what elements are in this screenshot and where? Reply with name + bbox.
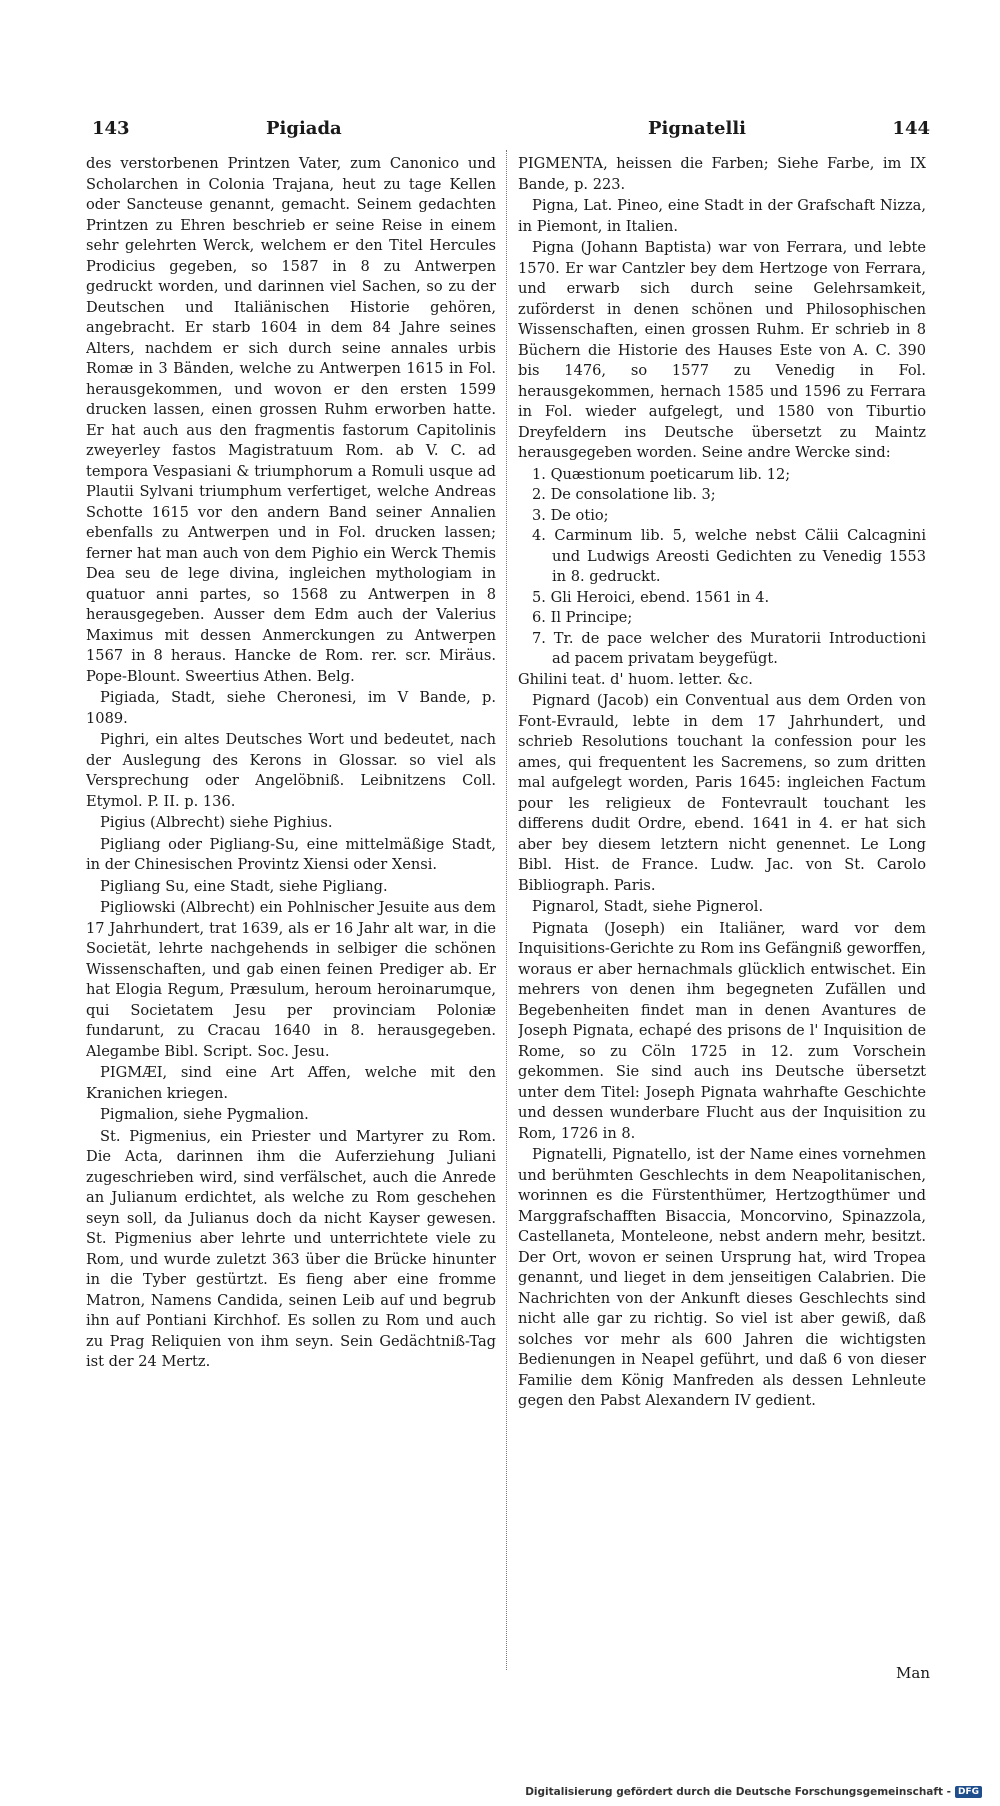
works-list-item: 3. De otio; [532, 506, 609, 524]
column-divider [506, 150, 507, 1670]
right-column-intro [518, 154, 926, 464]
article-entry: Pigna, Lat. Pineo, eine Stadt in der Grafschaft Nizza, in Piemont, in Italien. [518, 197, 926, 235]
page-header [70, 118, 930, 148]
right-column-rest [518, 670, 926, 1412]
article-entry: Pignata (Joseph) ein Italiäner, ward vor dem Inquisitions-Gerichte zu Rom ins Gefängniß geworffen, woraus er aber hernachmals glücklich entwischet. Ein mehrers von denen ihm begegneten Zufällen und Begebenheiten findet man in denen Avantures de Joseph Pignata, echapé des prisons de l' Inquisition de Rome, so zu Cöln 1725 in 12. zum Vorschein gekommen. Sie sind auch ins Deutsche übersetzt unter dem Titel: Joseph Pignata wahrhafte Geschichte und dessen wunderbare Flucht aus der Inquisition zu Rom, 1726 in 8. [518, 919, 926, 1142]
page-number-left: 143 [92, 118, 130, 139]
article-entry: Pigliang oder Pigliang-Su, eine mittelmäßige Stadt, in der Chinesischen Provintz Xiensi oder Xensi. [86, 835, 496, 873]
article-entry: PIGMENTA, heissen die Farben; Siehe Farbe, im IX Bande, p. 223. [518, 155, 926, 193]
article-entry: des verstorbenen Printzen Vater, zum Canonico und Scholarchen in Colonia Trajana, heut zu tage Kellen oder Sancteuse genannt, gemacht. Seinem gedachten Printzen zu Ehren beschrieb er seine Reise in einem sehr gelehrten Werck, welchem er den Titel Hercules Prodicius gegeben, so 1587 in 8 zu Antwerpen gedruckt worden, und darinnen viel Sachen, so zu der Deutschen und Italiänischen Historie gehören, angebracht. Er starb 1604 in dem 84 Jahre seines Alters, nachdem er sich durch seine annales urbis Romæ in 3 Bänden, welche zu Antwerpen 1615 in Fol. herausgekommen, und wovon er den ersten 1599 drucken lassen, einen grossen Ruhm erworben hatte. Er hat auch aus den fragmentis fastorum Capitolinis zweyerley fastos Magistratuum Rom. ab V. C. ad tempora Vespasiani & triumphorum a Romuli usque ad Plautii Sylvani triumphum verfertiget, welche Andreas Schotte 1615 vor den andern Band seiner Annalien ebenfalls zu Antwerpen und in Fol. drucken lassen; ferner hat man auch von dem Pighio ein Werck Themis Dea seu de lege divina, ingleichen mythologiam in quatuor anni partes, so 1568 zu Antwerpen in 8 herausgegeben. Ausser dem Edm auch der Valerius Maximus mit dessen Anmerckungen zu Antwerpen 1567 in 8 heraus. Hancke de Rom. rer. scr. Miräus. Pope-Blount. Sweertius Athen. Belg. [86, 155, 496, 685]
works-list-item: 6. Il Principe; [532, 609, 633, 626]
digitization-footer [525, 1786, 982, 1798]
article-entry: Pignarol, Stadt, siehe Pignerol. [532, 898, 764, 915]
works-list-item: 2. De consolatione lib. 3; [532, 486, 716, 503]
article-entry: PIGMÆI, sind eine Art Affen, welche mit den Kranichen kriegen. [86, 1064, 496, 1102]
works-list [518, 465, 926, 670]
works-list-item: 7. Tr. de pace welcher des Muratorii Introductioni ad pacem privatam beygefügt. [532, 629, 926, 667]
article-entry: Pighri, ein altes Deutsches Wort und bedeutet, nach der Auslegung des Kerons in Glossar. so viel als Versprechung oder Angelöbniß. Leibnitzens Coll. Etymol. P. II. p. 136. [86, 731, 496, 810]
footer-text: Digitalisierung gefördert durch die Deutsche Forschungsgemeinschaft - [525, 1786, 951, 1798]
article-entry: Pignard (Jacob) ein Conventual aus dem Orden von Font-Evrauld, lebte in dem 17 Jahrhundert, und schrieb Resolutions touchant la confession pour les ames, qui frequentent les Sacremens, so zum dritten mal aufgelegt worden, Paris 1645: ingleichen Factum pour les religieux de Fontevrault touchant les differens dudit Ordre, ebend. 1641 in 4. er hat sich aber bey diesem letztern nicht genennet. Le Long Bibl. Hist. de France. Ludw. Jac. von St. Carolo Bibliograph. Paris. [518, 692, 926, 894]
article-entry: Pigiada, Stadt, siehe Cheronesi, im V Bande, p. 1089. [86, 689, 496, 727]
running-head-right: Pignatelli [648, 118, 746, 139]
catchword: Man [896, 1664, 930, 1682]
page-number-right: 144 [892, 118, 930, 139]
article-entry: Pigna (Johann Baptista) war von Ferrara, und lebte 1570. Er war Cantzler bey dem Hertzoge von Ferrara, und erwarb sich durch seine Gelehrsamkeit, zuförderst in denen schönen und Philosophischen Wissenschaften, einen grossen Ruhm. Er schrieb in 8 Büchern die Historie des Hauses Este von A. C. 390 bis 1476, so 1577 zu Venedig in Fol. herausgekommen, hernach 1585 und 1596 zu Ferrara in Fol. wieder aufgelegt, und 1580 von Tiburtio Dreyfeldern ins Deutsche übersetzt zu Maintz herausgegeben worden. Seine andre Wercke sind: [518, 239, 926, 461]
article-entry: Pigliang Su, eine Stadt, siehe Pigliang. [100, 877, 388, 895]
article-entry: Pigius (Albrecht) siehe Pighius. [100, 814, 333, 831]
article-entry: Ghilini teat. d' huom. letter. &c. [518, 670, 753, 688]
article-entry: Pignatelli, Pignatello, ist der Name eines vornehmen und berühmten Geschlechts in dem Neapolitanischen, worinnen es die Fürstenthümer, Hertzogthümer und Marggrafschafften Bisaccia, Moncorvino, Spinazzola, Castellaneta, Monteleone, nebst andern mehr, besitzt. Der Ort, wovon er seinen Ursprung hat, wird Tropea genannt, und lieget in dem jenseitigen Calabrien. Die Nachrichten von der Ankunft dieses Geschlechts sind nicht alle gar zu richtig. So viel ist aber gewiß, daß solches vor mehr als 600 Jahren die wichtigsten Bedienungen in Neapel geführt, und daß 6 von dieser Familie dem König Manfreden als dessen Lehnleute gegen den Pabst Alexandern IV gedient. [518, 1146, 926, 1409]
article-entry: Pigliowski (Albrecht) ein Pohlnischer Jesuite aus dem 17 Jahrhundert, trat 1639, als er 16 Jahr alt war, in die Societät, lehrte nachgehends in selbiger die schönen Wissenschaften, und gab einen feinen Prediger ab. Er hat Elogia Regum, Præsulum, heroum heroinarumque, qui Societatem Jesu per provinciam Poloniæ fundarunt, zu Cracau 1640 in 8. herausgegeben. Alegambe Bibl. Script. Soc. Jesu. [86, 899, 496, 1060]
works-list-item: 1. Quæstionum poeticarum lib. 12; [532, 465, 791, 483]
right-column [518, 154, 926, 1664]
article-entry: St. Pigmenius, ein Priester und Martyrer zu Rom. Die Acta, darinnen ihm die Auferziehung Juliani zugeschrieben wird, sind verfälschet, auch die Anrede an Julianum erdichtet, als welche zu Rom geschehen seyn soll, da Julianus doch da nicht Kayser gewesen. St. Pigmenius aber lehrte und unterrichtete viele zu Rom, und wurde zuletzt 363 über die Brücke hinunter in die Tyber gestürtzt. Es fieng aber eine fromme Matron, Namens Candida, seinen Leib auf und begrub ihn auf Pontiani Kirchhof. Es sollen zu Rom und auch zu Prag Reliquien von ihm seyn. Sein Gedächtniß-Tag ist der 24 Mertz. [86, 1127, 496, 1370]
running-head-left: Pigiada [266, 118, 342, 139]
article-entry: Pigmalion, siehe Pygmalion. [100, 1106, 309, 1123]
left-column [86, 154, 496, 1664]
works-list-item: 4. Carminum lib. 5, welche nebst Cälii Calcagnini und Ludwigs Areosti Gedichten zu Venedig 1553 in 8. gedruckt. [532, 527, 926, 585]
works-list-item: 5. Gli Heroici, ebend. 1561 in 4. [532, 588, 770, 606]
dfg-logo: DFG [955, 1786, 982, 1798]
